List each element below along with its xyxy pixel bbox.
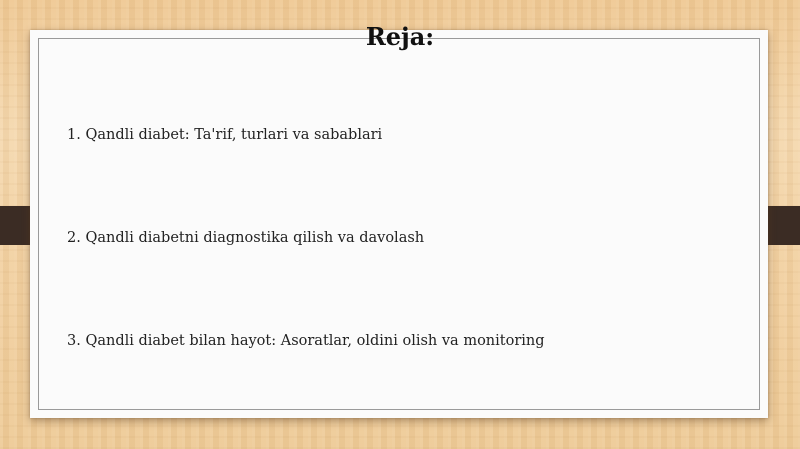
plan-item-1: 1. Qandli diabet: Ta'rif, turlari va sabablari xyxy=(67,127,383,143)
slide-frame xyxy=(30,30,768,418)
slide-inner-border xyxy=(38,38,760,410)
plan-item-3: 3. Qandli diabet bilan hayot: Asoratlar, oldini olish va monitoring xyxy=(67,333,545,349)
plan-item-2: 2. Qandli diabetni diagnostika qilish va davolash xyxy=(67,230,425,246)
slide-title: Reja: xyxy=(365,22,435,51)
